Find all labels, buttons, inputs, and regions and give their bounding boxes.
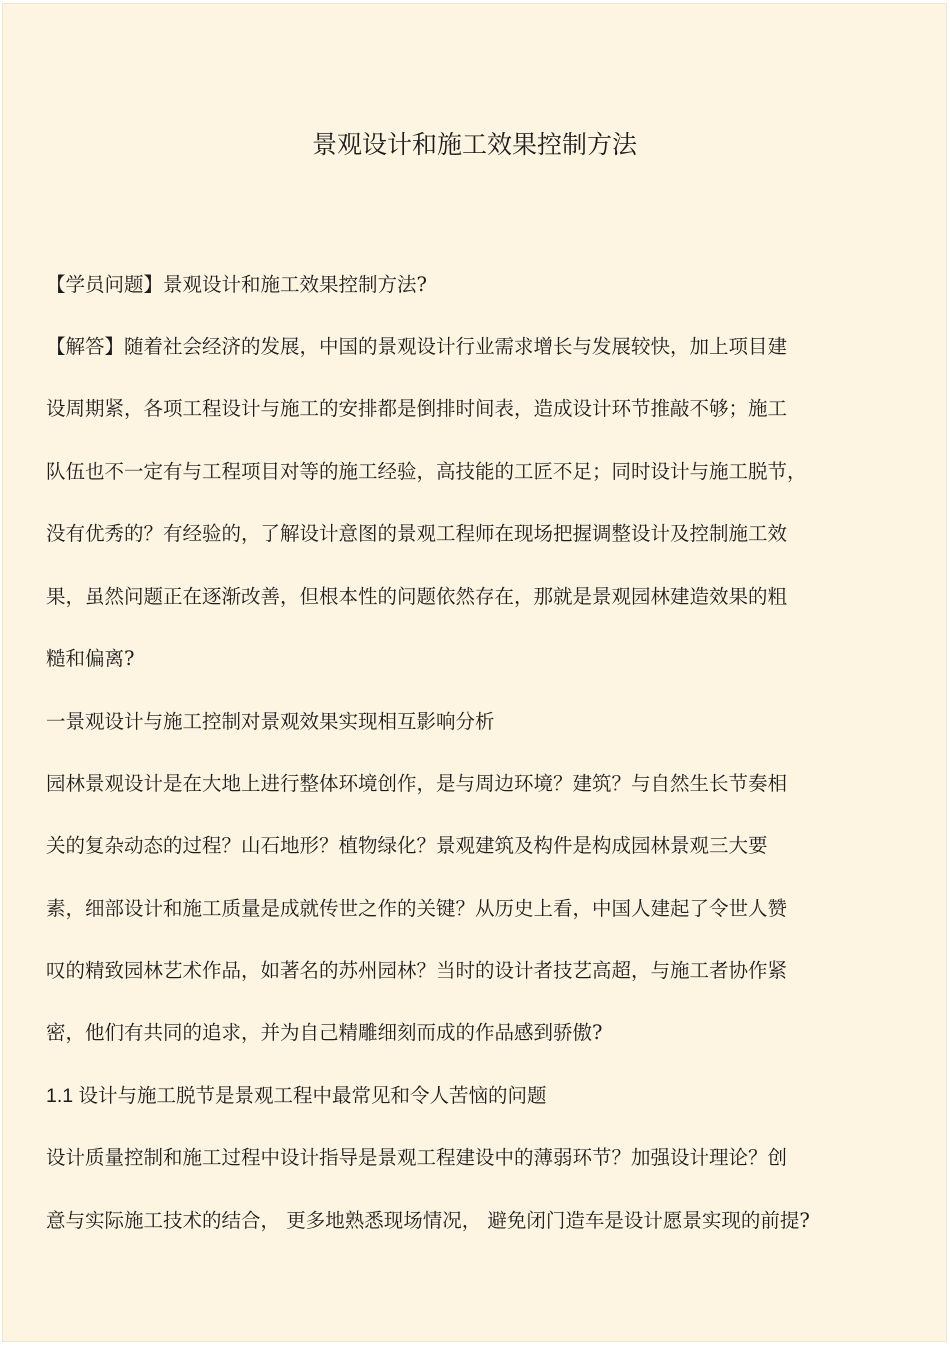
subsection-heading-1-1: 1.1 设计与施工脱节是景观工程中最常见和令人苦恼的问题 bbox=[46, 1085, 547, 1107]
question-line: 【学员问题】景观设计和施工效果控制方法? bbox=[46, 273, 427, 296]
section-heading-1: 一景观设计与施工控制对景观效果实现相互影响分析 bbox=[46, 710, 495, 733]
document-page bbox=[2, 3, 947, 1342]
paragraph-line-1: 园林景观设计是在大地上进行整体环境创作，是与周边环境？建筑？与自然生长节奏相 bbox=[46, 772, 788, 795]
answer-line-3: 队伍也不一定有与工程项目对等的施工经验，高技能的工匠不足；同时设计与施工脱节， bbox=[46, 460, 807, 483]
paragraph-line-2: 关的复杂动态的过程？山石地形？植物绿化？景观建筑及构件是构成园林景观三大要 bbox=[46, 834, 768, 857]
paragraph-line-6: 设计质量控制和施工过程中设计指导是景观工程建设中的薄弱环节？加强设计理论？创 bbox=[46, 1146, 788, 1169]
paragraph-line-5: 密，他们有共同的追求，并为自己精雕细刻而成的作品感到骄傲? bbox=[46, 1021, 603, 1044]
answer-line-1: 【解答】随着社会经济的发展，中国的景观设计行业需求增长与发展较快，加上项目建 bbox=[46, 335, 788, 358]
answer-line-2: 设周期紧，各项工程设计与施工的安排都是倒排时间表，造成设计环节推敲不够；施工 bbox=[46, 397, 788, 420]
document-title: 景观设计和施工效果控制方法 bbox=[311, 130, 637, 159]
paragraph-line-4: 叹的精致园林艺术作品，如著名的苏州园林？当时的设计者技艺高超，与施工者协作紧 bbox=[46, 959, 788, 982]
paragraph-line-7: 意与实际施工技术的结合， 更多地熟悉现场情况， 避免闭门造车是设计愿景实现的前提? bbox=[46, 1209, 810, 1232]
answer-line-4: 没有优秀的？有经验的，了解设计意图的景观工程师在现场把握调整设计及控制施工效 bbox=[46, 522, 788, 545]
paragraph-line-3: 素，细部设计和施工质量是成就传世之作的关键？从历史上看，中国人建起了令世人赞 bbox=[46, 897, 788, 920]
answer-line-6: 糙和偏离? bbox=[46, 647, 135, 670]
answer-line-5: 果，虽然问题正在逐渐改善，但根本性的问题依然存在，那就是景观园林建造效果的粗 bbox=[46, 585, 788, 608]
